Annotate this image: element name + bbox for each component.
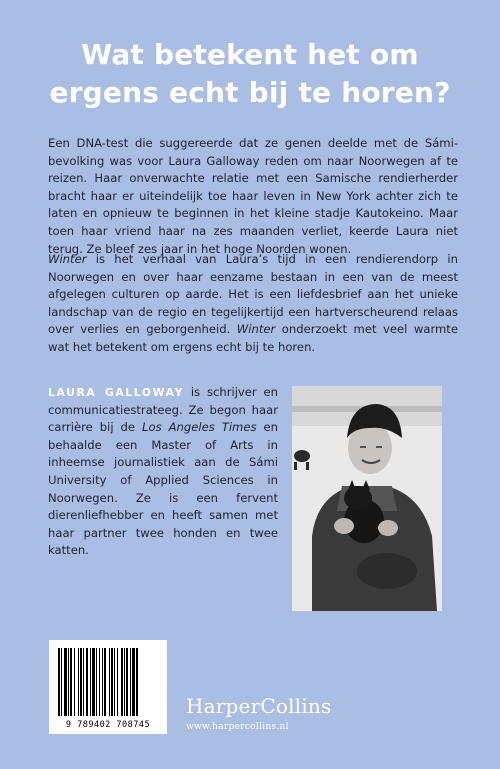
author-photo-illustration — [292, 386, 442, 611]
barcode-bar — [111, 648, 113, 716]
barcode-bar — [114, 648, 115, 716]
barcode-bar — [90, 648, 91, 716]
barcode-bar — [104, 648, 106, 716]
publisher-logo: HarperCollins — [186, 694, 332, 718]
author-photo — [292, 386, 442, 611]
barcode-bar — [70, 648, 72, 716]
isbn-number: 9 789402 708745 — [65, 720, 151, 730]
book-title: Winter — [236, 322, 276, 337]
headline-line-2: ergens echt bij te horen? — [49, 76, 451, 109]
synopsis-text: onderzoekt met veel warmte wat het betekent om ergens echt bij te horen. — [48, 322, 458, 354]
barcode-bar — [121, 648, 123, 716]
bio-text: is schrijver en communicatiestrateeg. Ze begon haar carrière bij de — [48, 385, 278, 435]
barcode-bar — [68, 648, 69, 716]
bio-text: en behaalde een Master of Arts in inheemse journalistiek aan de Sámi University of Applied Sciences in Noorwegen. Ze is een fervent dierenliefhebber en heeft samen met haar partner twee honden en twee katten. — [48, 420, 278, 558]
barcode-bar — [80, 648, 82, 716]
barcode-icon — [57, 648, 159, 718]
barcode-bar — [99, 648, 100, 716]
barcode-bar — [130, 648, 131, 716]
author-bio — [48, 384, 278, 560]
headline — [0, 36, 500, 112]
barcode-bar — [124, 648, 125, 716]
barcode-bar — [58, 648, 60, 716]
author-name: LAURA GALLOWAY — [48, 386, 184, 399]
barcode-bar — [117, 648, 118, 716]
barcode-bar — [96, 648, 97, 716]
headline-line-1: Wat betekent het om — [81, 38, 419, 71]
barcode-bar — [132, 648, 135, 716]
barcode-bar — [136, 648, 138, 716]
barcode-bar — [78, 648, 79, 716]
barcode-bar — [83, 648, 84, 716]
barcode-bar — [61, 648, 62, 716]
synopsis-text: is het verhaal van Laura’s tijd in een rendierendorp in Noorwegen en over haar eenzame bestaan in een van de meest afgelegen culturen op aarde. Het is een liefdesbrief aan het unieke landschap van de regio en tegelijkertijd een hartverscheurend relaas over verlies en geborgenheid. — [48, 252, 458, 337]
barcode-bar — [86, 648, 88, 716]
synopsis-paragraph-2 — [48, 251, 458, 357]
barcode-bar — [74, 648, 75, 716]
publisher-url[interactable]: www.harpercollins.nl — [186, 722, 289, 732]
barcode-bar — [109, 648, 110, 716]
barcode-bar — [64, 648, 67, 716]
barcode-bar — [126, 648, 128, 716]
barcode — [49, 640, 167, 734]
newspaper-name: Los Angeles Times — [142, 420, 257, 435]
book-title: Winter — [48, 252, 87, 266]
barcode-bar — [102, 648, 103, 716]
barcode-bar — [92, 648, 95, 716]
synopsis-paragraph-1: Een DNA-test die suggereerde dat ze genen deelde met de Sámi-bevolking was voor Laura Galloway reden om naar Noorwegen af te reizen. Haar onverwachte relatie met een Samische rendierherder bracht haar er uiteindelijk toe haar leven in New York achter zich te laten en opnieuw te beginnen in het kleine stadje Kautokeino. Maar toen haar vriend haar na zes maanden verliet, keerde Laura niet terug. Ze bleef zes jaar in het hoge Noorden wonen. — [48, 136, 458, 256]
